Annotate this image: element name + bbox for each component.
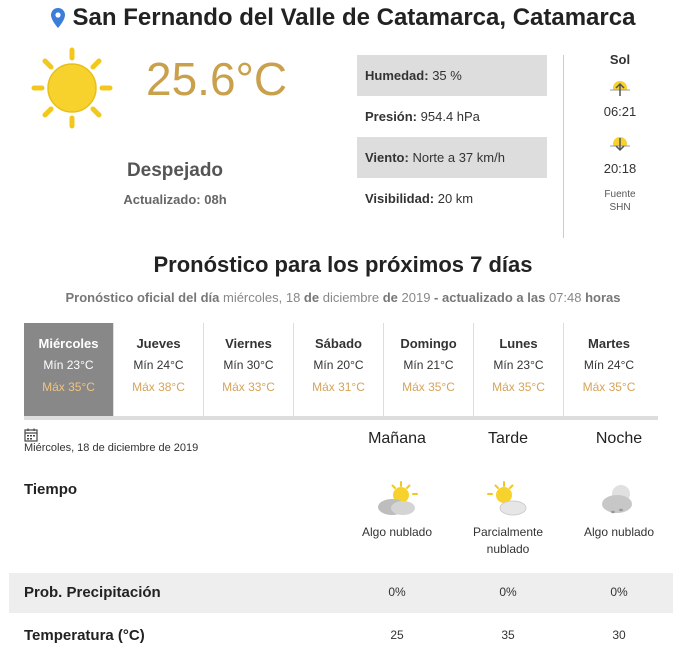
temperature-label: Temperatura (°C) (24, 627, 145, 644)
detail-pressure: Presión: 954.4 hPa (365, 109, 480, 124)
tiempo-tarde: Parcialmente nublado (472, 525, 544, 556)
temp-noche: 30 (612, 628, 626, 642)
precip-noche: 0% (610, 585, 628, 599)
period-tarde: Tarde (487, 430, 529, 447)
temp-manana: 25 (390, 628, 404, 642)
day-tab-lunes[interactable]: Lunes Mín 23°C Máx 35°C (474, 323, 564, 416)
period-noche: Noche (595, 430, 643, 447)
tiempo-label: Tiempo (24, 481, 78, 498)
detail-visibility: Visibilidad: 20 km (365, 191, 474, 206)
partly-cloudy-icon (375, 480, 419, 518)
period-manana: Mañana (368, 430, 426, 447)
day-tab-jueves[interactable]: Jueves Mín 24°C Máx 38°C (114, 323, 204, 416)
precip-tarde: 0% (499, 585, 517, 599)
mostly-sunny-icon (486, 480, 530, 518)
sun-divider (563, 55, 564, 238)
day-tabs (24, 323, 658, 420)
cloudy-night-icon (597, 480, 641, 518)
day-tab-viernes[interactable]: Viernes Mín 30°C Máx 33°C (204, 323, 294, 416)
detail-wind: Viento: Norte a 37 km/h (357, 137, 547, 178)
sun-title: Sol (609, 52, 631, 67)
tiempo-manana: Algo nublado (361, 525, 433, 539)
updated-time: Actualizado: 08h (123, 192, 227, 207)
tiempo-noche: Algo nublado (583, 525, 655, 539)
location-header (0, 4, 686, 32)
sun-icon (30, 46, 114, 130)
sunrise-icon (608, 76, 632, 98)
current-details (357, 55, 547, 219)
forecast-heading: Pronóstico para los próximos 7 días (153, 252, 533, 277)
day-tab-domingo[interactable]: Domingo Mín 21°C Máx 35°C (384, 323, 474, 416)
current-condition: Despejado (126, 160, 224, 181)
calendar-icon (24, 428, 38, 442)
precip-manana: 0% (388, 585, 406, 599)
day-tab-sabado[interactable]: Sábado Mín 20°C Máx 31°C (294, 323, 384, 416)
sun-source: Fuente SHN (604, 189, 636, 213)
map-pin-icon (51, 8, 65, 28)
current-temperature: 25.6°C (146, 53, 288, 105)
day-tab-martes[interactable]: Martes Mín 24°C Máx 35°C (582, 336, 636, 394)
sunset-icon (608, 132, 632, 154)
day-tab-miercoles[interactable]: Miércoles Mín 23°C Máx 35°C (24, 323, 114, 416)
detail-date: Miércoles, 18 de diciembre de 2019 (24, 442, 199, 454)
forecast-subtitle: Pronóstico oficial del día miércoles, 18 de diciembre de 2019 - actualizado a las 07:48 horas (65, 290, 621, 305)
precip-label: Prob. Precipitación (24, 584, 161, 601)
detail-humidity: Humedad: 35 % (357, 55, 547, 96)
sunset-time: 20:18 (603, 161, 637, 176)
city-name: San Fernando del Valle de Catamarca, Catamarca (72, 4, 636, 31)
sunrise-time: 06:21 (603, 104, 637, 119)
temp-tarde: 35 (501, 628, 515, 642)
